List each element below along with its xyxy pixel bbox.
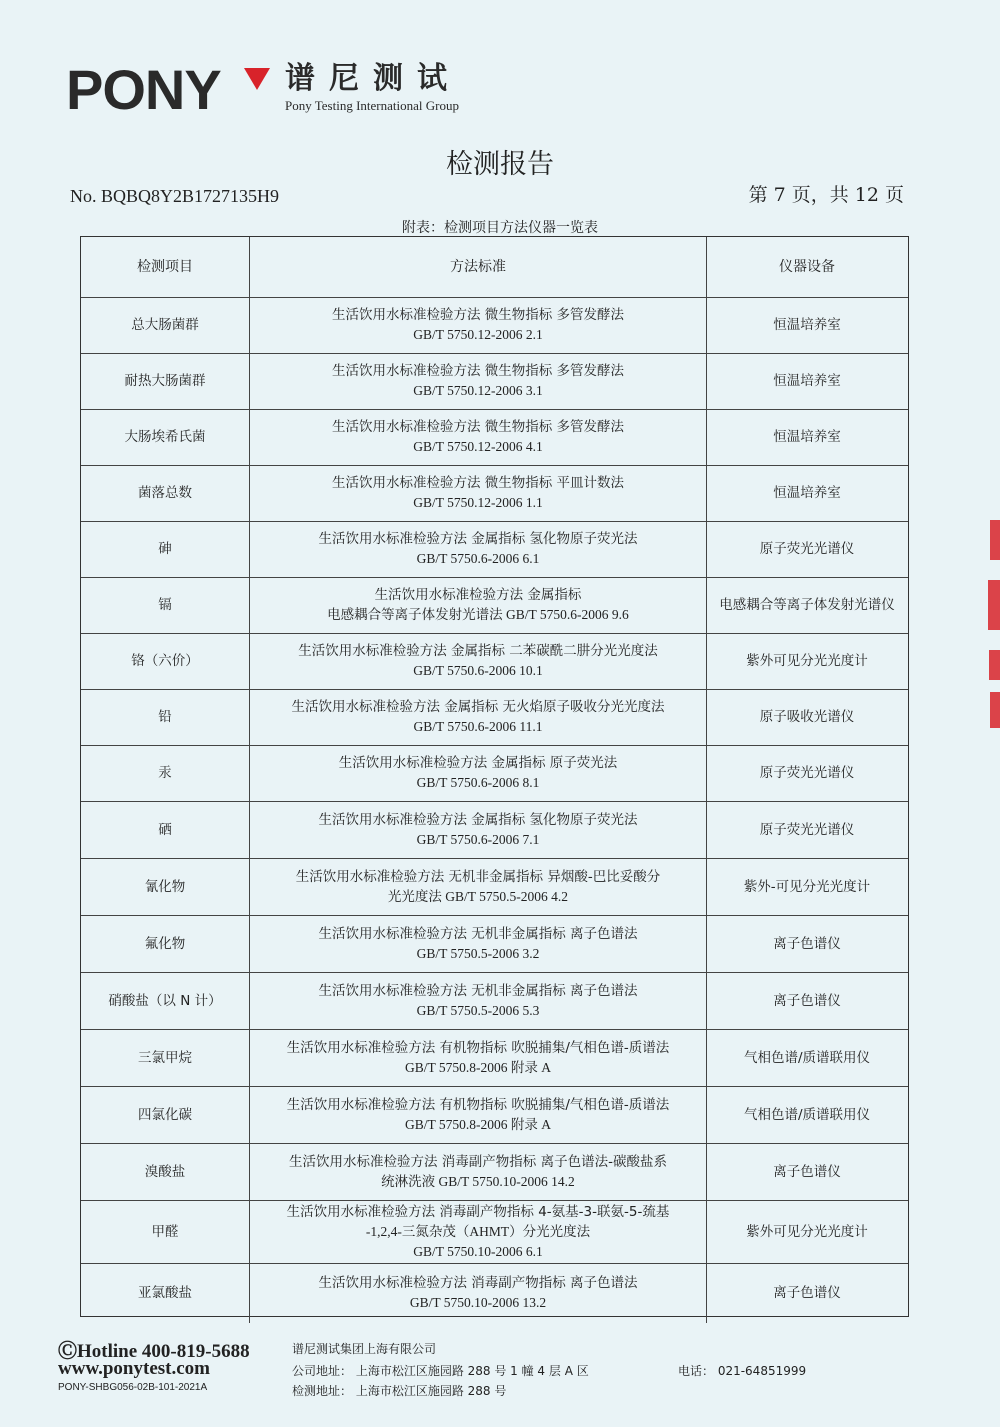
method-text: 生活饮用水标准检验方法 金属指标 原子荧光法	[338, 755, 618, 771]
brand-name-block	[285, 62, 505, 118]
cell-instrument: 紫外可见分光光度计	[746, 653, 868, 669]
table-row	[81, 1200, 908, 1264]
page-title: 检测报告	[446, 149, 554, 180]
cell-method	[250, 745, 707, 801]
cell-method	[250, 577, 707, 633]
cell-test-item: 汞	[81, 745, 250, 801]
method-text: 生活饮用水标准检验方法 无机非金属指标 异烟酸-巴比妥酸分	[295, 868, 661, 885]
method-text: 生活饮用水标准检验方法 金属指标	[374, 587, 582, 603]
cell-instrument: 电感耦合等离子体发射光谱仪	[719, 597, 895, 613]
method-standard: 光光度法 GB/T 5750.5-2006 4.2	[387, 888, 569, 904]
company-address: 公司地址： 上海市松江区施园路 288 号 1 幢 4 层 A 区	[292, 1364, 589, 1378]
method-text: 生活饮用水标准检验方法 消毒副产物指标 4-氨基-3-联氨-5-巯基	[286, 1203, 670, 1220]
header-method: 方法标准	[250, 237, 707, 297]
method-text: 生活饮用水标准检验方法 金属指标 二苯碳酰二肼分光光度法	[298, 643, 658, 659]
cell-method	[250, 1200, 707, 1263]
hotline: ⒸHotline 400-819-5688	[58, 1341, 250, 1362]
report-number: No. BQBQ8Y2B1727135H9	[70, 186, 280, 206]
cell-method	[250, 409, 707, 465]
page-footer	[58, 1336, 958, 1416]
method-standard: 电感耦合等离子体发射光谱法 GB/T 5750.6-2006 9.6	[327, 607, 629, 622]
cell-test-item: 甲醛	[81, 1200, 250, 1263]
method-standard: GB/T 5750.12-2006 1.1	[413, 495, 543, 510]
cell-test-item: 三氯甲烷	[81, 1029, 250, 1086]
method-standard: GB/T 5750.6-2006 10.1	[413, 663, 543, 678]
cell-method	[250, 1143, 707, 1200]
table-row	[81, 1263, 908, 1323]
cell-instrument: 原子荧光光谱仪	[759, 541, 855, 557]
cell-instrument: 紫外-可见分光光度计	[743, 878, 871, 895]
cell-method	[250, 689, 707, 745]
cell-test-item: 总大肠菌群	[81, 297, 250, 353]
method-standard: GB/T 5750.12-2006 3.1	[413, 383, 543, 398]
table-row	[81, 745, 908, 802]
header-test-item: 检测项目	[81, 237, 250, 297]
company-name: 谱尼测试集团上海有限公司	[292, 1342, 437, 1356]
method-text: 生活饮用水标准检验方法 微生物指标 多管发酵法	[331, 363, 625, 379]
cell-instrument: 离子色谱仪	[773, 992, 841, 1009]
cell-test-item: 四氯化碳	[81, 1086, 250, 1143]
table-row	[81, 297, 908, 354]
cell-method	[250, 465, 707, 521]
cell-method	[250, 801, 707, 858]
cell-instrument: 恒温培养室	[773, 485, 841, 501]
method-text: 生活饮用水标准检验方法 微生物指标 多管发酵法	[331, 307, 625, 323]
method-standard: GB/T 5750.6-2006 6.1	[416, 551, 540, 566]
method-standard: GB/T 5750.6-2006 8.1	[416, 775, 540, 790]
cell-test-item: 砷	[81, 521, 250, 577]
method-text: 生活饮用水标准检验方法 消毒副产物指标 离子色谱法	[318, 1275, 638, 1291]
logo-text: PONY	[66, 58, 221, 121]
method-text: 生活饮用水标准检验方法 无机非金属指标 离子色谱法	[318, 925, 638, 942]
method-instrument-table	[80, 236, 909, 1317]
cell-instrument: 原子吸收光谱仪	[759, 709, 855, 725]
header-instrument: 仪器设备	[779, 259, 835, 275]
method-standard: GB/T 5750.6-2006 7.1	[416, 831, 540, 847]
table-row	[81, 577, 908, 634]
cell-instrument: 气相色谱/质谱联用仪	[743, 1106, 871, 1123]
method-standard: 统淋洗液 GB/T 5750.10-2006 14.2	[381, 1173, 575, 1189]
table-row	[81, 972, 908, 1030]
method-standard-line2: GB/T 5750.10-2006 6.1	[413, 1243, 543, 1259]
cell-test-item: 硝酸盐（以 N 计）	[81, 972, 250, 1029]
cell-test-item: 耐热大肠菌群	[81, 353, 250, 409]
table-row	[81, 465, 908, 522]
cell-method	[250, 353, 707, 409]
method-standard: GB/T 5750.8-2006 附录 A	[404, 1059, 551, 1075]
cell-test-item: 大肠埃希氏菌	[81, 409, 250, 465]
cell-instrument: 恒温培养室	[773, 429, 841, 445]
method-text: 生活饮用水标准检验方法 消毒副产物指标 离子色谱法-碳酸盐系	[289, 1153, 667, 1170]
cell-instrument: 离子色谱仪	[773, 1163, 841, 1180]
table-caption: 附表：检测项目方法仪器一览表	[402, 220, 598, 236]
hotline-text: Hotline 400-819-5688	[77, 1341, 250, 1362]
phone: 电话： 021-64851999	[678, 1364, 807, 1378]
method-standard: GB/T 5750.12-2006 2.1	[413, 327, 543, 342]
cell-test-item: 氟化物	[81, 915, 250, 972]
method-text: 生活饮用水标准检验方法 无机非金属指标 离子色谱法	[318, 982, 638, 999]
cell-test-item: 氰化物	[81, 858, 250, 915]
cell-instrument: 原子荧光光谱仪	[759, 821, 855, 838]
cell-test-item: 菌落总数	[81, 465, 250, 521]
cell-method	[250, 521, 707, 577]
table-row	[81, 633, 908, 690]
cell-method	[250, 972, 707, 1029]
table-row	[81, 409, 908, 466]
method-text: 生活饮用水标准检验方法 金属指标 氢化物原子荧光法	[318, 811, 638, 828]
method-standard: GB/T 5750.12-2006 4.1	[413, 439, 543, 454]
cell-method	[250, 1263, 707, 1323]
table-row	[81, 1086, 908, 1144]
cell-method	[250, 1029, 707, 1086]
cell-method	[250, 633, 707, 689]
cell-instrument: 紫外可见分光光度计	[746, 1223, 868, 1240]
cell-test-item: 铬（六价）	[81, 633, 250, 689]
table-row	[81, 915, 908, 973]
logo-triangle-icon	[244, 68, 270, 90]
table-row	[81, 1143, 908, 1201]
method-standard: GB/T 5750.8-2006 附录 A	[404, 1116, 551, 1132]
brand-name-cn: 谱尼测试	[285, 61, 461, 96]
method-standard: GB/T 5750.6-2006 11.1	[413, 719, 543, 734]
method-standard: GB/T 5750.5-2006 3.2	[416, 945, 540, 961]
cell-method	[250, 915, 707, 972]
cell-instrument: 原子荧光光谱仪	[759, 765, 855, 781]
method-text: 生活饮用水标准检验方法 微生物指标 多管发酵法	[331, 419, 625, 435]
cell-method	[250, 297, 707, 353]
table-row	[81, 1029, 908, 1087]
cell-method	[250, 858, 707, 915]
table-row	[81, 689, 908, 746]
cell-test-item: 镉	[81, 577, 250, 633]
method-text: 生活饮用水标准检验方法 金属指标 氢化物原子荧光法	[318, 531, 638, 547]
website: www.ponytest.com	[58, 1358, 210, 1379]
cell-test-item: 亚氯酸盐	[81, 1263, 250, 1323]
method-text: 生活饮用水标准检验方法 微生物指标 平皿计数法	[331, 475, 625, 491]
table-row	[81, 521, 908, 578]
cell-method	[250, 1086, 707, 1143]
lab-address: 检测地址： 上海市松江区施园路 288 号	[292, 1384, 507, 1398]
seal-stamp-edge	[986, 520, 1000, 730]
document-code: PONY-SHBG056-02B-101-2021A	[58, 1382, 208, 1393]
cell-instrument: 恒温培养室	[773, 317, 841, 333]
cell-test-item: 硒	[81, 801, 250, 858]
cell-instrument: 恒温培养室	[773, 373, 841, 389]
page-indicator: 第 7 页，共 12 页	[748, 184, 904, 206]
method-text: 生活饮用水标准检验方法 金属指标 无火焰原子吸收分光光度法	[291, 699, 665, 715]
method-standard: -1,2,4-三氮杂茂（AHMT）分光光度法	[365, 1223, 591, 1239]
cell-test-item: 铅	[81, 689, 250, 745]
table-row	[81, 801, 908, 859]
table-row	[81, 353, 908, 410]
brand-name-en: Pony Testing International Group	[285, 98, 459, 113]
table-header-row	[81, 237, 908, 298]
method-text: 生活饮用水标准检验方法 有机物指标 吹脱捕集/气相色谱-质谱法	[286, 1096, 670, 1113]
method-text: 生活饮用水标准检验方法 有机物指标 吹脱捕集/气相色谱-质谱法	[286, 1039, 670, 1056]
cell-instrument: 离子色谱仪	[773, 1285, 841, 1301]
cell-instrument: 离子色谱仪	[773, 935, 841, 952]
cell-instrument: 气相色谱/质谱联用仪	[743, 1049, 871, 1066]
method-standard: GB/T 5750.5-2006 5.3	[416, 1002, 540, 1018]
method-standard: GB/T 5750.10-2006 13.2	[409, 1295, 547, 1310]
cell-test-item: 溴酸盐	[81, 1143, 250, 1200]
table-row	[81, 858, 908, 916]
